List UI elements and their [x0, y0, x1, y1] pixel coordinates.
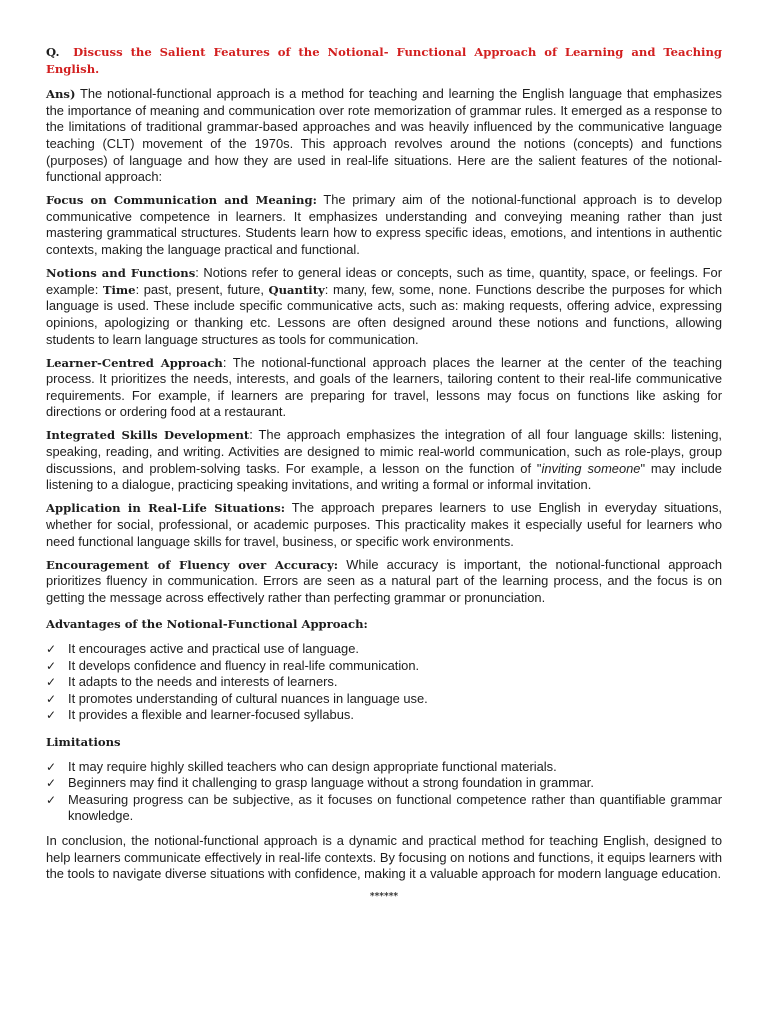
feature-fluency-text: While accuracy is important, the notional-functional approach prioritizes fluency in communication. Errors are seen as a natural part of the learning process, and the focus is on getting the message across effectively rather than perfecting grammar or pronunciation. [46, 556, 723, 605]
feature-focus-title: Focus on Communication and Meaning: [46, 193, 317, 208]
list-item [46, 707, 722, 724]
answer-label: Ans) [46, 87, 76, 102]
feature-notions-text-1: : Notions refer to general ideas or concepts, such as time, quantity, space, or feelings. For example: [46, 265, 723, 297]
feature-integrated-title: Integrated Skills Development [46, 428, 250, 443]
feature-focus [46, 192, 722, 258]
intro-text: The notional-functional approach is a method for teaching and learning the English language that emphasizes the importance of meaning and communication over rote memorization of grammar rules. It emerged as a response to the limitations of traditional grammar-based approaches and was heavily influenced by the communicative language teaching (CLT) movement of the 1970s. This approach revolves around the notions (concepts) and functions (purposes) of language and how they are used in real-life situations. Here are the salient features of the notional-functional approach: [46, 86, 722, 185]
check-icon: ✓ [46, 691, 57, 706]
list-item [46, 641, 722, 658]
feature-learner-title: Learner-Centred Approach [46, 355, 223, 370]
feature-notions-title: Notions and Functions [46, 266, 196, 281]
intro-paragraph [46, 86, 722, 186]
list-item-text: It adapts to the needs and interests of learners. [68, 674, 338, 690]
list-item-text: It develops confidence and fluency in real-life communication. [68, 657, 420, 673]
feature-fluency [46, 557, 722, 607]
time-label: Time [102, 282, 136, 297]
feature-integrated [46, 427, 722, 493]
feature-application [46, 500, 722, 550]
list-item-text: It encourages active and practical use of language. [68, 641, 359, 656]
question-line [46, 44, 722, 77]
feature-notions [46, 265, 722, 348]
feature-application-title: Application in Real-Life Situations: [46, 501, 286, 516]
limitations-list [46, 759, 722, 825]
list-item [46, 792, 722, 825]
question-number: Q. [46, 45, 60, 59]
feature-application-text: The approach prepares learners to use English in everyday situations, whether for social, professional, or academic purposes. This practicality makes it especially useful for learners who need functional language skills for travel, business, or specific work environments. [46, 500, 722, 549]
feature-notions-text-2: : past, present, future, [135, 281, 269, 297]
list-item-text: It provides a flexible and learner-focused syllabus. [68, 707, 354, 723]
limitations-heading [46, 734, 722, 751]
list-item-text: It promotes understanding of cultural nuances in language use. [68, 690, 428, 706]
feature-notions-text-3: : many, few, some, none. Functions describe the purposes for which language is used. These include specific communicative acts, such as: making requests, offering advice, expressing opinions, apologizing or thanking etc. Lessons are often designed around these notions and functions, allowing students to learn language structures as tools for communication. [46, 281, 722, 347]
advantages-list [46, 641, 722, 724]
feature-fluency-title: Encouragement of Fluency over Accuracy: [46, 557, 339, 572]
list-item [46, 775, 722, 792]
feature-learner-text: : The notional-functional approach places the learner at the center of the teaching process. It prioritizes the needs, interests, and goals of the learners, tailoring content to their real-life communicative requirements. For example, if learners are preparing for travel, lessons may focus on functions like asking for directions or ordering food at a restaurant. [46, 354, 722, 420]
feature-integrated-text-1: : The approach emphasizes the integration of all four language skills: listening, speaking, reading, and writing. Activities are designed to mimic real-world communication, such as role-plays, group discussions, and problem-solving tasks. For example, a lesson on the function of " [46, 427, 722, 476]
check-icon: ✓ [46, 759, 57, 774]
check-icon: ✓ [46, 776, 57, 791]
check-icon: ✓ [46, 642, 57, 656]
list-item [46, 759, 722, 776]
conclusion-paragraph: In conclusion, the notional-functional approach is a dynamic and practical method for teaching English, designed to help learners communicate effectively in real-life contexts. By focusing on notions and functions, it equips learners with the tools to navigate diverse situations with confidence, making it a valuable approach for modern language education. [46, 832, 722, 882]
check-icon: ✓ [46, 675, 57, 690]
quantity-label: Quantity [268, 282, 325, 297]
limitations-heading-text: Limitations [46, 734, 121, 749]
feature-learner [46, 355, 722, 421]
check-icon: ✓ [46, 658, 57, 673]
list-item-text: Measuring progress can be subjective, as it focuses on functional competence rather than quantifiable grammar knowledge. [68, 791, 722, 824]
feature-integrated-italic: inviting someone [541, 460, 641, 476]
list-item-text: Beginners may find it challenging to grasp language without a strong foundation in grammar. [68, 775, 594, 791]
list-item-text: It may require highly skilled teachers who can design appropriate functional materials. [68, 758, 557, 774]
advantages-heading-text: Advantages of the Notional-Functional Approach: [46, 617, 368, 632]
advantages-heading [46, 616, 722, 633]
list-item [46, 674, 722, 691]
question-text: Discuss the Salient Features of the Notional- Functional Approach of Learning and Teaching English. [46, 45, 722, 76]
check-icon: ✓ [46, 792, 57, 807]
feature-integrated-text-2: " may include listening to a dialogue, practicing speaking invitations, and writing a formal or informal invitation. [46, 460, 722, 493]
list-item [46, 691, 722, 708]
list-item [46, 658, 722, 675]
feature-focus-text: The primary aim of the notional-functional approach is to develop communicative competence in learners. It emphasizes understanding and conveying meaning rather than just mastering grammatical structures. Students learn how to express specific ideas, emotions, and intentions in authentic contexts, making the language practical and functional. [46, 192, 722, 258]
end-mark: ****** [369, 892, 399, 903]
check-icon: ✓ [46, 708, 57, 723]
